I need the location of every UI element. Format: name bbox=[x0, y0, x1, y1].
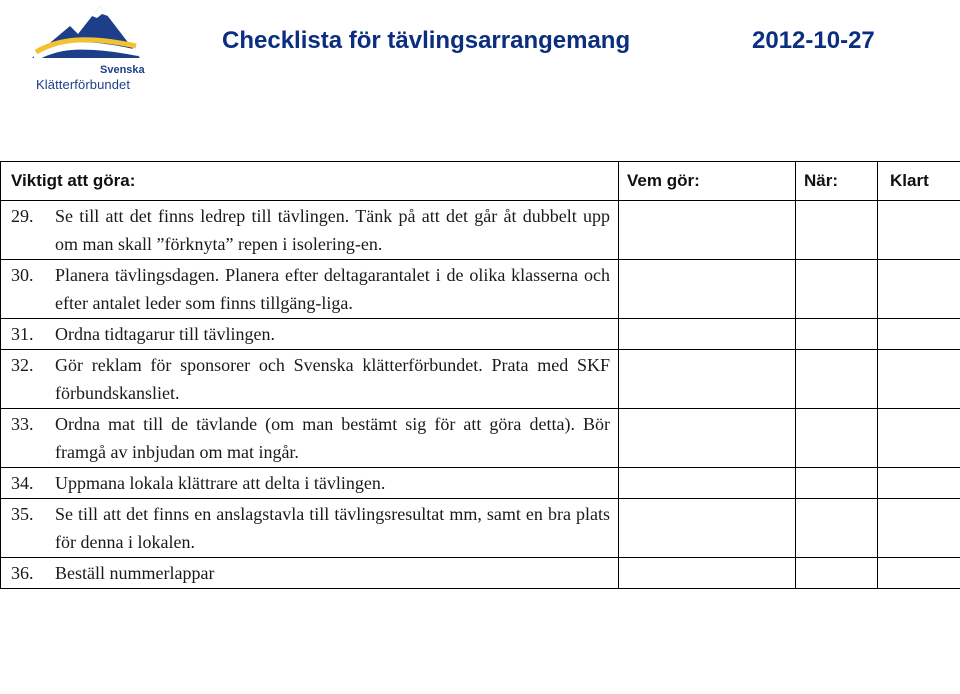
task-number: 33. bbox=[11, 414, 34, 434]
when-cell[interactable] bbox=[796, 409, 878, 468]
column-header-when: När: bbox=[796, 162, 878, 201]
checklist-table bbox=[0, 161, 960, 589]
when-cell[interactable] bbox=[796, 260, 878, 319]
done-cell[interactable] bbox=[878, 558, 960, 589]
when-cell[interactable] bbox=[796, 499, 878, 558]
column-header-done: Klart bbox=[878, 162, 960, 201]
task-cell bbox=[1, 499, 619, 558]
document-date: 2012-10-27 bbox=[752, 27, 875, 54]
task-cell bbox=[1, 350, 619, 409]
who-cell[interactable] bbox=[619, 319, 796, 350]
task-number: 29. bbox=[11, 206, 34, 226]
table-header-row bbox=[1, 162, 960, 201]
document-title: Checklista för tävlingsarrangemang bbox=[222, 27, 631, 54]
done-cell[interactable] bbox=[878, 319, 960, 350]
who-cell[interactable] bbox=[619, 201, 796, 260]
when-cell[interactable] bbox=[796, 201, 878, 260]
who-cell[interactable] bbox=[619, 260, 796, 319]
task-text: Beställ nummerlappar bbox=[55, 563, 215, 583]
task-number: 31. bbox=[11, 324, 34, 344]
task-number: 35. bbox=[11, 504, 34, 524]
done-cell[interactable] bbox=[878, 468, 960, 499]
task-number: 32. bbox=[11, 355, 34, 375]
when-cell[interactable] bbox=[796, 558, 878, 589]
task-text: Gör reklam för sponsorer och Svenska klätterförbundet. Prata med SKF förbundskansliet. bbox=[55, 355, 610, 403]
table-row bbox=[1, 558, 960, 589]
table-row bbox=[1, 499, 960, 558]
done-cell[interactable] bbox=[878, 350, 960, 409]
task-text: Ordna tidtagarur till tävlingen. bbox=[55, 324, 275, 344]
logo-text-klatterforbundet: Klätterförbundet bbox=[36, 77, 131, 92]
task-cell bbox=[1, 319, 619, 350]
task-number: 36. bbox=[11, 563, 34, 583]
who-cell[interactable] bbox=[619, 468, 796, 499]
task-cell bbox=[1, 260, 619, 319]
task-text: Se till att det finns ledrep till tävlingen. Tänk på att det går åt dubbelt upp om man skall ”förknyta” repen i isolering-en. bbox=[55, 206, 610, 254]
logo-text-svenska: Svenska bbox=[100, 64, 145, 76]
column-header-who: Vem gör: bbox=[619, 162, 796, 201]
table-row bbox=[1, 409, 960, 468]
who-cell[interactable] bbox=[619, 558, 796, 589]
task-number: 34. bbox=[11, 473, 34, 493]
table-row bbox=[1, 201, 960, 260]
task-number: 30. bbox=[11, 265, 34, 285]
task-cell bbox=[1, 409, 619, 468]
when-cell[interactable] bbox=[796, 319, 878, 350]
organization-logo bbox=[26, 4, 150, 96]
done-cell[interactable] bbox=[878, 499, 960, 558]
done-cell[interactable] bbox=[878, 201, 960, 260]
who-cell[interactable] bbox=[619, 350, 796, 409]
table-row bbox=[1, 260, 960, 319]
table-row bbox=[1, 319, 960, 350]
task-text: Ordna mat till de tävlande (om man bestämt sig för att göra detta). Bör framgå av inbjudan om mat ingår. bbox=[55, 414, 610, 462]
task-text: Planera tävlingsdagen. Planera efter deltagarantalet i de olika klasserna och efter antalet leder som finns tillgäng-liga. bbox=[55, 265, 610, 313]
when-cell[interactable] bbox=[796, 468, 878, 499]
task-cell bbox=[1, 468, 619, 499]
when-cell[interactable] bbox=[796, 350, 878, 409]
column-header-task: Viktigt att göra: bbox=[1, 162, 619, 201]
table-row bbox=[1, 350, 960, 409]
table-row bbox=[1, 468, 960, 499]
done-cell[interactable] bbox=[878, 409, 960, 468]
task-text: Uppmana lokala klättrare att delta i tävlingen. bbox=[55, 473, 386, 493]
done-cell[interactable] bbox=[878, 260, 960, 319]
who-cell[interactable] bbox=[619, 409, 796, 468]
who-cell[interactable] bbox=[619, 499, 796, 558]
task-cell bbox=[1, 558, 619, 589]
task-text: Se till att det finns en anslagstavla till tävlingsresultat mm, samt en bra plats för denna i lokalen. bbox=[55, 504, 610, 552]
task-cell bbox=[1, 201, 619, 260]
